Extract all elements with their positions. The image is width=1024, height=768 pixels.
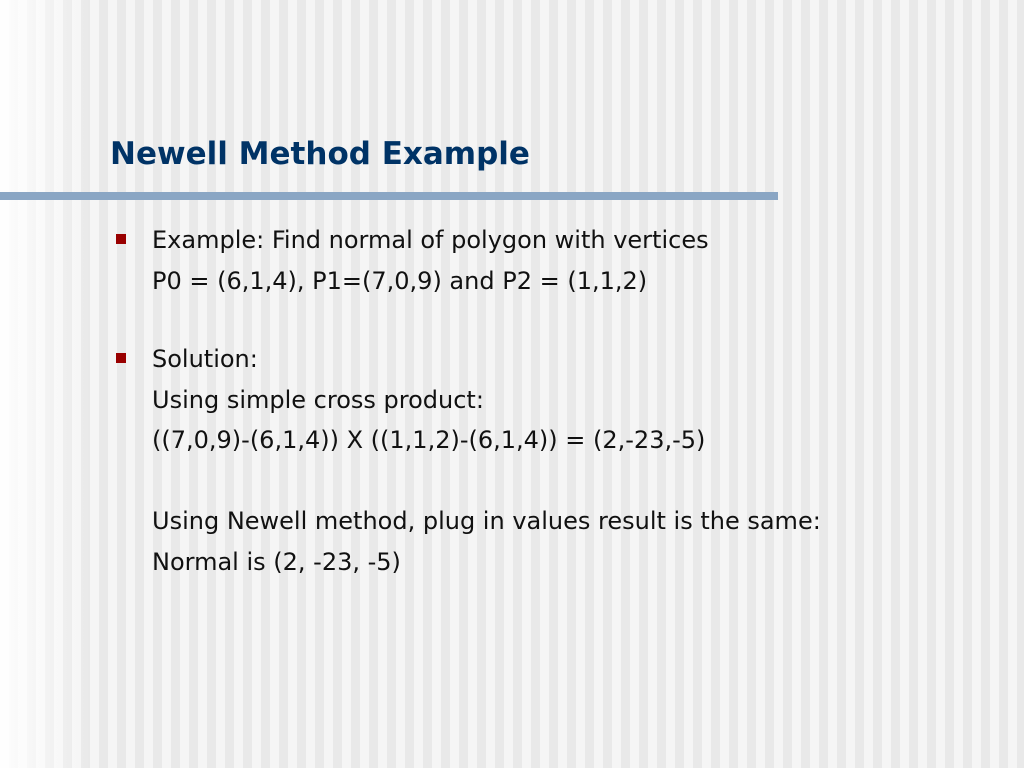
title-divider: [0, 192, 778, 200]
bullet-line: P0 = (6,1,4), P1=(7,0,9) and P2 = (1,1,2): [152, 266, 648, 295]
slide-title: Newell Method Example: [110, 136, 530, 172]
bullet-line: ((7,0,9)-(6,1,4)) X ((1,1,2)-(6,1,4)) = (2,-23,-5): [152, 426, 706, 454]
bullet-item-solution: [114, 339, 994, 582]
bullet-line: Example: Find normal of polygon with vertices: [152, 226, 709, 254]
square-bullet-icon: [116, 353, 126, 363]
blank-line: [152, 461, 994, 502]
bullet-line: Using simple cross product:: [152, 385, 484, 414]
bullet-line: Using Newell method, plug in values result is the same:: [152, 507, 821, 535]
bullet-line: Normal is (2, -23, -5): [152, 547, 401, 576]
square-bullet-icon: [116, 234, 126, 244]
bullet-line: Solution:: [152, 345, 258, 373]
bullet-list: [114, 220, 994, 582]
bullet-item-example: [114, 220, 994, 301]
